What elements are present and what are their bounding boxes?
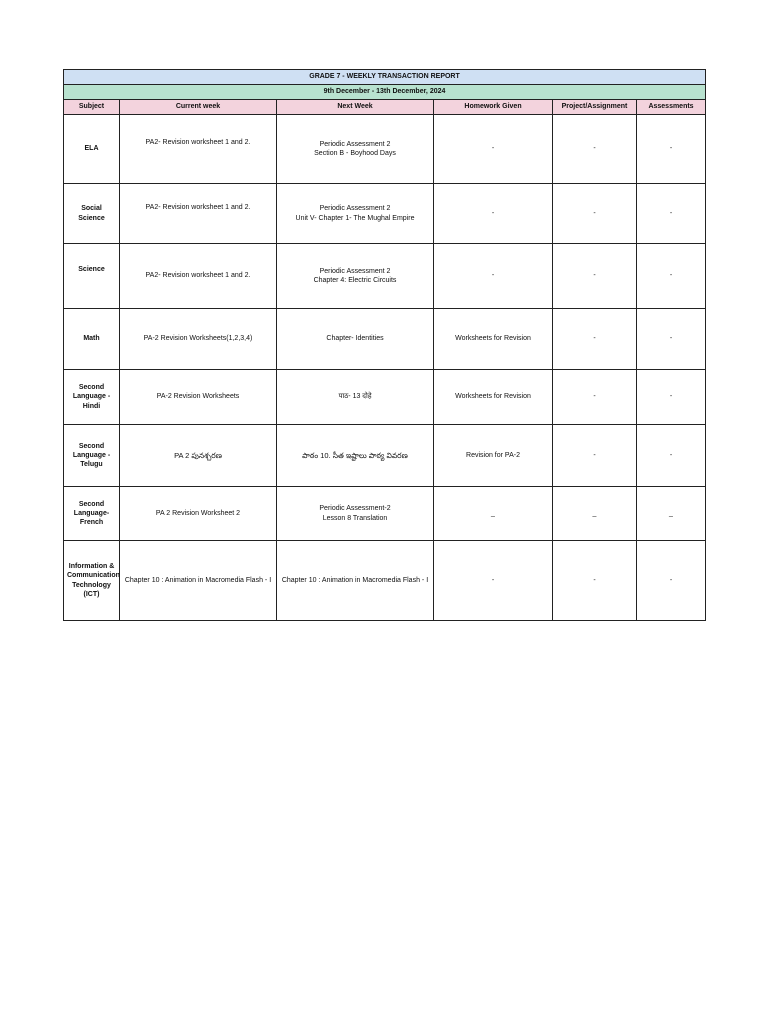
subject-cell: Second Language - Hindi (64, 370, 120, 425)
assessments-cell: - (637, 309, 706, 370)
next-week-cell (277, 244, 434, 309)
assessments-cell: - (637, 541, 706, 621)
subject-cell: Information & Communication Technology (ICT) (64, 541, 120, 621)
next-week-cell: पाठ- 13 दोहे (277, 370, 434, 425)
table-row (64, 487, 706, 541)
weekly-report-table (63, 69, 706, 621)
current-week-cell: PA 2 Revision Worksheet 2 (120, 487, 277, 541)
subject-cell: ELA (64, 115, 120, 184)
table-row (64, 370, 706, 425)
current-week-text: PA2- Revision worksheet 1 and 2. (145, 203, 251, 211)
next-week-cell (277, 487, 434, 541)
assessments-cell: - (637, 115, 706, 184)
homework-cell: Worksheets for Revision (434, 370, 553, 425)
column-header-assessments: Assessments (637, 100, 706, 115)
subject-text: Science (78, 266, 105, 274)
current-week-text: PA2- Revision worksheet 1 and 2. (145, 139, 251, 147)
current-week-cell: PA-2 Revision Worksheets(1,2,3,4) (120, 309, 277, 370)
table-row (64, 309, 706, 370)
column-header-subject: Subject (64, 100, 120, 115)
subject-cell: Second Language- French (64, 487, 120, 541)
table-row (64, 115, 706, 184)
current-week-cell: PA 2 పునశ్చరణ (120, 425, 277, 487)
homework-cell: - (434, 541, 553, 621)
project-cell: - (553, 184, 637, 244)
subject-cell (64, 244, 120, 309)
assessments-cell: - (637, 184, 706, 244)
homework-cell: Worksheets for Revision (434, 309, 553, 370)
table-row (64, 244, 706, 309)
report-date-row (64, 85, 706, 100)
current-week-cell (120, 115, 277, 184)
subject-cell: Second Language - Telugu (64, 425, 120, 487)
project-cell: - (553, 115, 637, 184)
next-week-line2: Unit V- Chapter 1- The Mughal Empire (295, 214, 415, 222)
table-row (64, 184, 706, 244)
current-week-cell (120, 184, 277, 244)
assessments-cell: _ (637, 487, 706, 541)
report-date-range: 9th December - 13th December, 2024 (64, 85, 706, 100)
table-row (64, 425, 706, 487)
project-cell: - (553, 244, 637, 309)
next-week-line2: Chapter 4: Electric Circuits (313, 277, 397, 284)
current-week-cell: PA2- Revision worksheet 1 and 2. (120, 244, 277, 309)
column-header-current-week: Current week (120, 100, 277, 115)
next-week-line1: Periodic Assessment 2 (319, 205, 391, 213)
table-row (64, 541, 706, 621)
column-header-project: Project/Assignment (553, 100, 637, 115)
report-title-row (64, 70, 706, 85)
assessments-cell: - (637, 370, 706, 425)
current-week-cell: Chapter 10 : Animation in Macromedia Flash - I (120, 541, 277, 621)
report-title: GRADE 7 - WEEKLY TRANSACTION REPORT (64, 70, 706, 85)
homework-cell: - (434, 115, 553, 184)
homework-cell: - (434, 244, 553, 309)
next-week-cell (277, 115, 434, 184)
subject-cell: Social Science (64, 184, 120, 244)
project-cell: - (553, 309, 637, 370)
column-header-next-week: Next Week (277, 100, 434, 115)
next-week-cell: Chapter 10 : Animation in Macromedia Flash - I (277, 541, 434, 621)
column-header-homework: Homework Given (434, 100, 553, 115)
next-week-cell (277, 184, 434, 244)
project-cell: - (553, 370, 637, 425)
next-week-line1: Periodic Assessment 2 (319, 267, 391, 275)
project-cell: - (553, 425, 637, 487)
homework-cell: Revision for PA-2 (434, 425, 553, 487)
current-week-cell: PA-2 Revision Worksheets (120, 370, 277, 425)
assessments-cell: - (637, 425, 706, 487)
project-cell: _ (553, 487, 637, 541)
homework-cell: - (434, 184, 553, 244)
next-week-line2: Section B - Boyhood Days (314, 150, 396, 157)
assessments-cell: - (637, 244, 706, 309)
next-week-line1: Periodic Assessment 2 (319, 140, 391, 148)
project-cell: - (553, 541, 637, 621)
next-week-line1: Periodic Assessment-2 (319, 505, 391, 513)
next-week-cell: Chapter- Identities (277, 309, 434, 370)
homework-cell: _ (434, 487, 553, 541)
subject-cell: Math (64, 309, 120, 370)
next-week-line2: Lesson 8 Translation (322, 514, 388, 522)
next-week-cell: పాఠం 10. సీత ఇష్టాలు పాఠ్య వివరణ (277, 425, 434, 487)
column-header-row (64, 100, 706, 115)
